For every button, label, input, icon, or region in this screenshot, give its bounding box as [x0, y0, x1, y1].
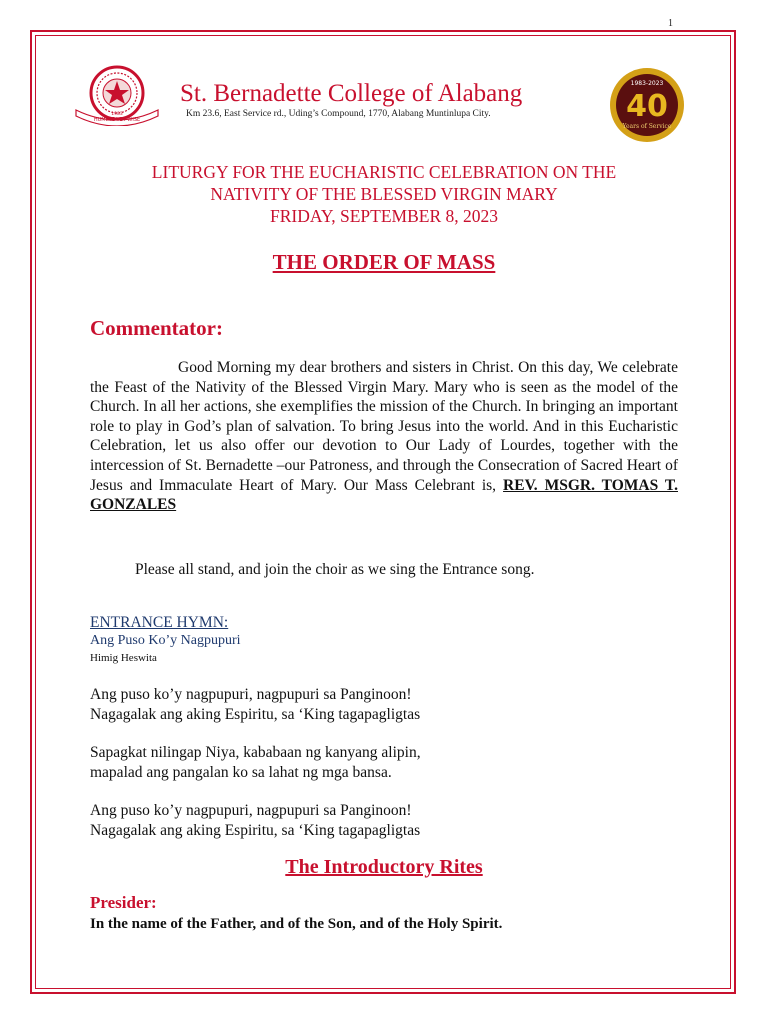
lyric-line: Nagagalak ang aking Espiritu, sa ‘King tagapagligtas: [90, 822, 421, 839]
introductory-rites-heading: The Introductory Rites: [285, 856, 483, 878]
order-of-mass-heading: THE ORDER OF MASS: [272, 250, 496, 274]
hymn-lyrics: [90, 685, 421, 859]
title-line-3: FRIDAY, SEPTEMBER 8, 2023: [269, 206, 499, 226]
school-seal-logo: [72, 64, 162, 126]
commentator-heading: Commentator:: [90, 316, 223, 340]
entrance-hymn-heading: ENTRANCE HYMN:: [90, 614, 229, 631]
page-number: 1: [668, 18, 673, 29]
anniversary-years: 1983-2023: [630, 80, 664, 87]
seal-year-text: 1983: [111, 112, 123, 117]
lyric-line: Sapagkat nilingap Niya, kababaan ng kanyang alipin,: [90, 744, 421, 761]
anniversary-logo: [608, 66, 686, 144]
lyric-stanza: [90, 685, 421, 725]
stand-instruction: Please all stand, and join the choir as we sing the Entrance song.: [135, 561, 535, 578]
seal-motto-text: HUMBLE YET WISE: [93, 117, 141, 123]
lyric-stanza: [90, 743, 421, 783]
hymn-title: Ang Puso Ko’y Nagpupuri: [90, 633, 241, 648]
title-line-1: LITURGY FOR THE EUCHARISTIC CELEBRATION ON THE: [151, 162, 617, 182]
school-name: St. Bernadette College of Alabang: [180, 80, 523, 107]
lyric-line: Ang puso ko’y nagpupuri, nagpupuri sa Panginoon!: [90, 802, 412, 819]
liturgy-title: [60, 161, 708, 227]
anniversary-caption: Years of Service: [622, 123, 672, 130]
hymn-tune: Himig Heswita: [90, 652, 157, 664]
presider-label: Presider:: [90, 893, 157, 912]
presider-text: In the name of the Father, and of the Son, and of the Holy Spirit.: [90, 916, 503, 932]
lyric-line: Ang puso ko’y nagpupuri, nagpupuri sa Panginoon!: [90, 686, 412, 703]
mass-celebrant-name: REV. MSGR. TOMAS T. GONZALES: [90, 476, 678, 514]
title-line-2: NATIVITY OF THE BLESSED VIRGIN MARY: [210, 184, 558, 204]
commentary-paragraph: [90, 358, 678, 515]
lyric-line: mapalad ang pangalan ko sa lahat ng mga bansa.: [90, 764, 392, 781]
anniversary-number: 40: [626, 89, 668, 124]
lyric-stanza: [90, 801, 421, 841]
school-address: Km 23.6, East Service rd., Uding’s Compound, 1770, Alabang Muntinlupa City.: [186, 109, 491, 119]
commentary-text: Good Morning my dear brothers and sisters in Christ. On this day, We celebrate the Feast of the Nativity of the Blessed Virgin Mary. Mary who is seen as the model of the Church. In all her actions, she exemplifies the mission of the Church. In bringing an important role to play in God’s plan of salvation. To bring Jesus into the world. And in this Eucharistic Celebration, let us also offer our devotion to Our Lady of Lourdes, together with the intercession of St. Bernadette –our Patroness, and through the Consecration of Sacred Heart of Jesus and Immaculate Heart of Mary. Our Mass Celebrant is,: [90, 359, 678, 494]
lyric-line: Nagagalak ang aking Espiritu, sa ‘King tagapagligtas: [90, 706, 421, 723]
